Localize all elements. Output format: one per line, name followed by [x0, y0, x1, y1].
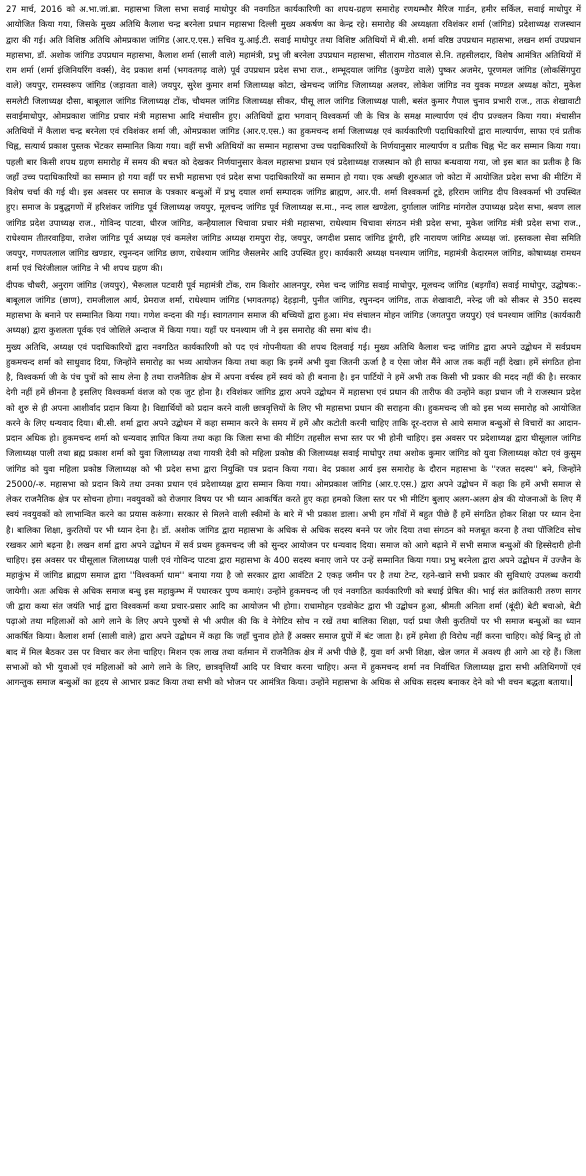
text-cursor	[571, 675, 572, 686]
article-paragraph-3	[6, 340, 581, 691]
article-paragraph-1: 27 मार्च, 2016 को अ.भा.जां.ब्रा. महासभा जिला सभा सवाई माधोपुर की नवगठित कार्यकारिणी का शपथ-ग्रहण समारोह रणथम्भौर मैरिज गार्डन, हमीर सर्किल, सवाई माधोपुर में आयोजित किया गया, जिसके मुख्य अतिथि कैलाश चन्द्र बरनेला प्रधान महासभा दिल्ली मुख्य अकर्षण का केन्द्र रहे। समारोह की अध्यक्षता रविशंकर शर्मा (जांगिड) प्रदेशाध्यक्ष राजस्थान द्वारा की गई। अति विशिष्ठ अतिथि ओमप्रकाश जांगिड (आर.ए.एस.) सचिव यु.आई.टी. सवाई माधोपुर तथा विशिष्ट अतिथियों में बी.सी. शर्मा वरिष्ठ उपप्रधान महासभा, लखन शर्मा उपप्रधान महासभा, डॉ. अशोक जांगिड उपप्रधान महासभा, कैलाश शर्मा (साली वाले) महामंत्री, प्रभु जी बरनेला उपप्रधान महासभा, सीताराम गोठवाल से.नि. तहसीलदार, विशेष आमंत्रित अतिथियों में राम शर्मा (शर्मा इंजिनियरिंग वर्क्स), वेद प्रकाश शर्मा (भगवतगढ़ वाले) पूर्व उपप्रधान प्रदेश सभा राज., शम्भूदयाल जांगिड (कुण्डेरा वाले) पुष्कर अजमेर, पूरणमल जांगिड (लोकसिंगपुरा वाले) जयपुर, रामस्वरूप जांगिड (जड़ावता वाले) जयपुर, सुरेश कुमार शर्मा जिलाध्यक्ष कोटा, खेमचन्द जांगिड जिलाध्यक्ष अलवर, लोकेश जांगिड नव युवक मण्डल अध्यक्ष कोटा, मुकेश समलेटी जिलाध्यक्ष दौसा, बाबूलाल जांगिड जिलाध्यक्ष टोंक, चौथमल जांगिड जिलाध्यक्ष सीकर, घीसू लाल जांगिड जिलाध्यक्ष पाली, बसंत कुमार गैपाल चुनाव प्रभारी राज., ताऊ शेखावाटी सवाईमाधोपुर, ओमप्रकाश जांगिड प्रचार मंत्री महासभा आदि मंचासीन हुए। अतिथियों द्वारा भगवान् विश्वकर्मा जी के चित्र के समक्ष माल्यार्पण एवं दीप प्रज्वलन किया गया। मंचासीन अतिथियों में कैलाश चन्द्र बरनेला एवं रविशंकर शर्मा जी, ओमप्रकाश जांगिड (आर.ए.एस.) का हुकमचन्द शर्मा जिलाध्यक्ष एवं कार्यकारिणी पदाधिकारियों द्वारा माल्यार्पण, साफा एवं प्रतीक चिह्न, सत्यार्थ प्रकाश पुस्तक भेंटकर सम्मानित किया गया। वहीं सभी अतिथियों का सम्मान महासभा उच्च पदाधिकारियों के निर्णयानुसार माल्यार्पण व प्रतीक चिह्न भेंट कर सम्मान किया गया। पहली बार किसी शपथ ग्रहण समारोह में समय की बचत को देखकर निर्णयानुसार केवल महासभा प्रधान एवं प्रदेशाध्यक्ष राजस्थान को ही साफा बन्धवाया गया, जो इस बात का प्रतीक है कि जहाँ उच्च पदाधिकारियों का सम्मान हो गया वहीं पर सभी महासभा एवं प्रदेश सभा पदाधिकारियों का सम्मान हो गया। एक अच्छी शुरुआत जो कोटा में आयोजित प्रदेश सभा की मीटिंग में विशेष चर्चा की गई थी। इस अवसर पर समाज के पत्रकार बन्धुओं में प्रभु दयाल शर्मा सम्पादक जांगिड ब्राह्मण, आर.पी. शर्मा विश्वकर्मा टूडे, हरिराम जांगिड दीप विश्वकर्मा भी उपस्थित हुए। समाज के प्रबुद्धगणों में हरिशंकर जांगिड पूर्व जिलाध्यक्ष जयपुर, मूलचन्द जांगिड पूर्व जिलाध्यक्ष स.मा., नन्द लाल खण्डेला, दुर्गालाल जांगिड मांगरोल उपाध्यक्ष प्रदेश सभा, श्रवण लाल जांगिड प्रदेश उपाध्यक्ष राज., गोविन्द पाटवा, धीरज जांगिड, कन्हैयालाल चिचावा प्रचार मंत्री महासभा, राधेश्याम चिचावा संगठन मंत्री प्रदेश सभा, मुकेश जांगिड मंत्री प्रदेश सभा राज., राधेश्याम तीतरवाड़िया, राजेश जांगिड पूर्व अध्यक्ष एवं कमलेश जांगिड अध्यक्ष रामपुरा रोड़, जयपुर, जगदीश प्रसाद जांगिड डूंगरी, हरि नारायण जांगिड अध्यक्ष जां. हस्तकला सेवा समिति जयपुर, गणपतलाल जांगिड खण्डार, रघुनन्दन जांगिड छाण, राधेश्याम जांगिड जैसलमेर आदि उपस्थित हुए। कार्यकारी अध्यक्ष घनश्याम जांगिड, महामंत्री केदारमल जांगिड, कोषाध्यक्ष रामधन शर्मा एवं चिरंजीलाल जांगिड ने भी शपथ ग्रहण की।	[6, 4, 581, 274]
article-paragraph-3-text: मुख्य अतिथि, अध्यक्ष एवं पदाधिकारियों द्वारा नवगठित कार्यकारिणी को पद एवं गोपनीयता की शपथ दिलवाई गई। मुख्य अतिथि कैलाश चन्द्र जांगिड द्वारा अपने उद्बोधन में सर्वप्रथम हुकमचन्द शर्मा को साधुवाद दिया, जिन्होंने समारोह का भव्य आयोजन किया तथा कहा कि इनमें अभी युवा जितनी ऊर्जा है व ऐसा जोश मैंने आज तक कहीं नहीं देखा। हमें संगठित होना है, विश्वकर्मा जी के पंच पुत्रों को साथ लेना है तथा राजनैतिक क्षेत्र में अपना वर्चस्व हमें स्वयं को ही बनाना है। इन पार्टियों ने हमें अभी तक किसी भी प्रकार की मदद नहीं की है। सरकार देगी नहीं हमें छीनना है इसलिए विश्वकर्मा वंशज को एक जुट होना है। रविशंकर जांगिड द्वारा अपने उद्बोधन में महासभा एवं प्रधान की तारीफ की उन्होंने कहा प्रधान जी ने राजस्थान प्रदेश को शुरु से ही अपना आशीर्वाद प्रदान किया है। विद्यार्थियों को प्रदान करने वाली छात्रवृत्तियों के लिए भी महासभा प्रधान की सराहना की। हुकमचन्द जी को इस भव्य समारोह को आयोजित करने के लिए धन्यवाद दिया। बी.सी. शर्मा द्वारा अपने उद्बोधन में कहा सम्मान करने के समय में हमें और कटोती करनी चाहिए ताकि दूर-दराज से आये समाज बन्धुओं से विचारों का आदान-प्रदान अधिक हो। हुकमचन्द शर्मा को धन्यवाद ज्ञापित किया तथा कहा कि जिला सभा की मीटिंग तहसील सभा स्तर पर भी होनी चाहिए। इस अवसर पर प्रदेशाध्यक्ष द्वारा घीसूलाल जांगिड जिलाध्यक्ष पाली तथा ब्रह्म प्रकाश शर्मा को युवा जिलाध्यक्ष तथा गायत्री देवी को महिला प्रकोष्ठ की जिलाध्यक्ष सवाई माधोपुर तथा अशोक कुमार जांगिड को युवा जिलाध्यक्ष कोटा एवं कुसुम जांगिड को युवा महिला प्रकोष्ठ जिलाध्यक्ष को भी प्रदेश सभा द्वारा नियुक्ति पत्र प्रदान किया गया। वेद प्रकाश आर्य इस समारोह के दौरान महासभा के ''रजत सदस्य'' बने, जिन्होंने 25000/-रु. महासभा को प्रदान किये तथा उनका प्रधान एवं प्रदेशाध्यक्ष द्वारा सम्मान किया गया। ओमप्रकाश जांगिड (आर.ए.एस.) द्वारा अपने उद्बोधन में कहा कि हमें अभी समाज से लेकर राजनैतिक क्षेत्र पर सोचना होगा। नवयुवकों को रोजगार विषय पर भी ध्यान आकर्षित करते हुए कहा हमको जिला स्तर पर भी मीटिंग बुलाए अलग-अलग क्षेत्र की योजनाओं के लिए मैं स्वयं नवयुवकों को लाभान्वित करने का प्रयास करूंगा। सरकार से मिलने वाली स्कीमों के बारे में भी प्रकाश डाला। अभी हम गाँवों में बहुत पीछे हैं हमें संगठित होकर शिक्षा पर ध्यान देना है। बालिका शिक्षा, कुरतियों पर भी ध्यान देना है। डॉ. अशोक जांगिड द्वारा महासभा के अधिक से अधिक सदस्य बनने पर जोर दिया तथा संगठन को मजबूत करना है तथा पॉजिटिव सोच रखकर आगे बढ़ना है। लखन शर्मा द्वारा अपने उद्बोधन में सर्व प्रथम हुकमचन्द जी को सुन्दर आयोजन पर धन्यवाद दिया। समाज को आगे बढ़ाने में सभी समाज बन्धुओं की हिस्सेदारी होनी चाहिए। इस अवसर पर घीसूलाल जिलाध्यक्ष पाली एवं गोविन्द पाटवा द्वारा महासभा के 400 सदस्य बनाए जाने पर उन्हें सम्मानित किया गया। प्रभु बरनेला द्वारा अपने उद्बोधन में उज्जैन के महाकुंभ में जांगिड ब्राह्मण समाज द्वारा ''विश्वकर्मा धाम'' बनाया गया है जो सरकार द्वारा आवंटित 2 एकड़ जमीन पर है तथा टेन्ट, रहने-खाने सभी प्रकार की सुविधाएं उपलब्ध करायी जायेगी। अतः अधिक से अधिक समाज बन्धु इस महाकुम्भ में पधारकर पुण्य कमाएं। उन्होंने हुकमचन्द जी एवं नवगठित कार्यकारिणी को बधाई प्रेषित की। भाई संत क्रांतिकारी तरुण सागर जी द्वारा कथा संत जयंति भाई द्वारा विश्वकर्मा कथा प्रचार-प्रसार आदि का आयोजन भी होगा। राधामोहन एडवोकेट द्वारा भी उद्बोधन हुआ, श्रीमती अनिता शर्मा (बूंदी) बेटी बचाओ, बेटी पढ़ाओ तथा महिलाओं को आगे लाने के लिए अपने पुरुषों से भी अपील की कि वे नेगेटिव सोच न रखें तथा बालिका शिक्षा, पर्दा प्रथा जैसी कुरतियों पर भी समाज बन्धुओं का ध्यान आकर्षित किया। कैलाश शर्मा (साली वाले) द्वारा अपने उद्बोधन में कहा कि जहाँ चुनाव होते हैं अक्सर समाज ग्रुपों में बंट जाता है। हमें हमेशा ही विरोध नहीं करना चाहिए। कोई बिन्दु हो तो बाद में मिल बैठकर उस पर विचार कर लेना चाहिए। मिशन एक लाख तथा वर्तमान में राजनैतिक क्षेत्र में अभी पीछे हैं, युवा वर्ग अभी शिक्षा, खेल जगत में अवश्य ही आगे आ रहे हैं। जिला सभाओं को भी युवाओं एवं महिलाओं को आगे लाने के लिए, छात्रवृत्तियाँ आदि पर विचार करना चाहिए। अन्त में हुकमचन्द शर्मा नव निर्वाचित जिलाध्यक्ष द्वारा सभी अतिथिगणों एवं आगन्तुक समाज बन्धुओं का हृदय से आभार प्रकट किया तथा सभी को भोजन पर आमंत्रित किया। उन्होंने महासभा के अधिक से अधिक सदस्य बनाकर देने को भी वचन बद्धता बताया।	[6, 341, 581, 687]
article-paragraph-2: दीपक चौधरी, अनुराग जांगिड (जयपुर), भैरूलाल पटवारी पूर्व महामंत्री टोंक, राम किशोर आलनपुर, रमेश चन्द जांगिड सवाई माधोपुर, मूलचन्द जांगिड (बड़गाँव) सवाई माधोपुर, उद्घोषक:-बाबूलाल जांगिड (छाण), रामजीलाल आर्य, प्रेमराज शर्मा, राधेश्याम जांगिड (भगवतगढ़) देहड़ानी, पुनीत जांगिड, रघुनन्दन जांगिड, ताऊ शेखावाटी, नरेन्द्र जी को सीकर से 350 सदस्य महासभा के बनाने पर सम्मानित किया गया। गणेश वन्दना की गई। स्वागतगान समाज की बच्चियों द्वारा हुआ। मंच संचालन मोहन जांगिड (जगतपुरा जयपुर) एवं घनश्याम जांगिड (कार्यकारी अध्यक्ष) द्वारा कुशलता पूर्वक एवं जोशिले अन्दाज में किया गया। यहाँ पर घनश्याम जी ने इस समारोह की समा बांध दी।	[6, 279, 581, 336]
